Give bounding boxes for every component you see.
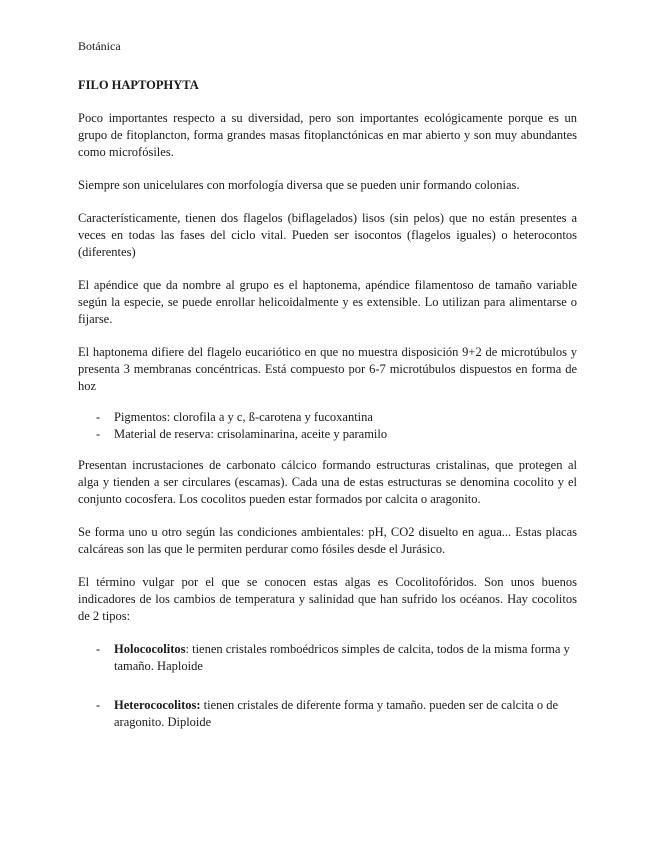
paragraph-diversity: Poco importantes respecto a su diversidad, pero son importantes ecológicamente porque es un grupo de fitoplancton, forma grandes masas fitoplanctónicas en mar abierto y son muy abundantes como microfósiles. bbox=[78, 111, 577, 159]
list-item bbox=[78, 426, 577, 443]
term-description: : tienen cristales romboédricos simples de calcita, todos de la misma forma y tamaño. Haploide bbox=[114, 642, 570, 673]
running-header: Botánica bbox=[78, 39, 121, 53]
list-item bbox=[78, 697, 577, 731]
paragraph-flagella: Característicamente, tienen dos flagelos (biflagelados) lisos (sin pelos) que no están presentes a veces en todas las fases del ciclo vital. Pueden ser isocontos (flagelos iguales) o heterocontos (diferentes) bbox=[78, 211, 577, 259]
list-item-text: Pigmentos: clorofila a y c, ß-carotena y fucoxantina bbox=[114, 410, 373, 424]
paragraph-haptonema: El apéndice que da nombre al grupo es el haptonema, apéndice filamentoso de tamaño variable según la especie, se puede enrollar helicoidalmente y es extensible. Lo utilizan para alimentarse o fijarse. bbox=[78, 278, 577, 326]
term-heterococolitos: Heterococolitos: bbox=[114, 698, 201, 712]
list-item-text: Material de reserva: crisolaminarina, aceite y paramilo bbox=[114, 427, 388, 441]
list-dash: - bbox=[96, 698, 101, 712]
list-dash: - bbox=[96, 642, 101, 656]
term-description: tienen cristales de diferente forma y tamaño. pueden ser de calcita o de aragonito. Diploide bbox=[114, 698, 559, 729]
list-item bbox=[78, 641, 577, 675]
features-list bbox=[78, 409, 577, 443]
section-title: FILO HAPTOPHYTA bbox=[78, 78, 199, 92]
paragraph-coccolithophorids: El término vulgar por el que se conocen estas algas es Cocolitofóridos. Son unos buenos indicadores de los cambios de temperatura y salinidad que han sufrido los océanos. Hay cocolitos de 2 tipos: bbox=[78, 575, 577, 623]
list-item bbox=[78, 409, 577, 426]
coccolith-types-list bbox=[78, 641, 577, 731]
paragraph-conditions: Se forma uno u otro según las condiciones ambientales: pH, CO2 disuelto en agua... Estas placas calcáreas son las que le permiten perdurar como fósiles desde el Jurásico. bbox=[78, 525, 577, 556]
paragraph-haptonema-structure: El haptonema difiere del flagelo eucariótico en que no muestra disposición 9+2 de microtúbulos y presenta 3 membranas concéntricas. Está compuesto por 6-7 microtúbulos dispuestos en forma de hoz bbox=[78, 345, 577, 393]
paragraph-coccoliths: Presentan incrustaciones de carbonato cálcico formando estructuras cristalinas, que protegen al alga y tienden a ser circulares (escamas). Cada una de estas estructuras se denomina cocolito y el conjunto cocosfera. Los cocolitos pueden estar formados por calcita o aragonito. bbox=[78, 458, 577, 506]
term-holococolitos: Holococolitos bbox=[114, 642, 186, 656]
paragraph-morphology: Siempre son unicelulares con morfología diversa que se pueden unir formando colonias. bbox=[78, 178, 520, 192]
list-dash: - bbox=[96, 427, 101, 441]
list-dash: - bbox=[96, 410, 101, 424]
